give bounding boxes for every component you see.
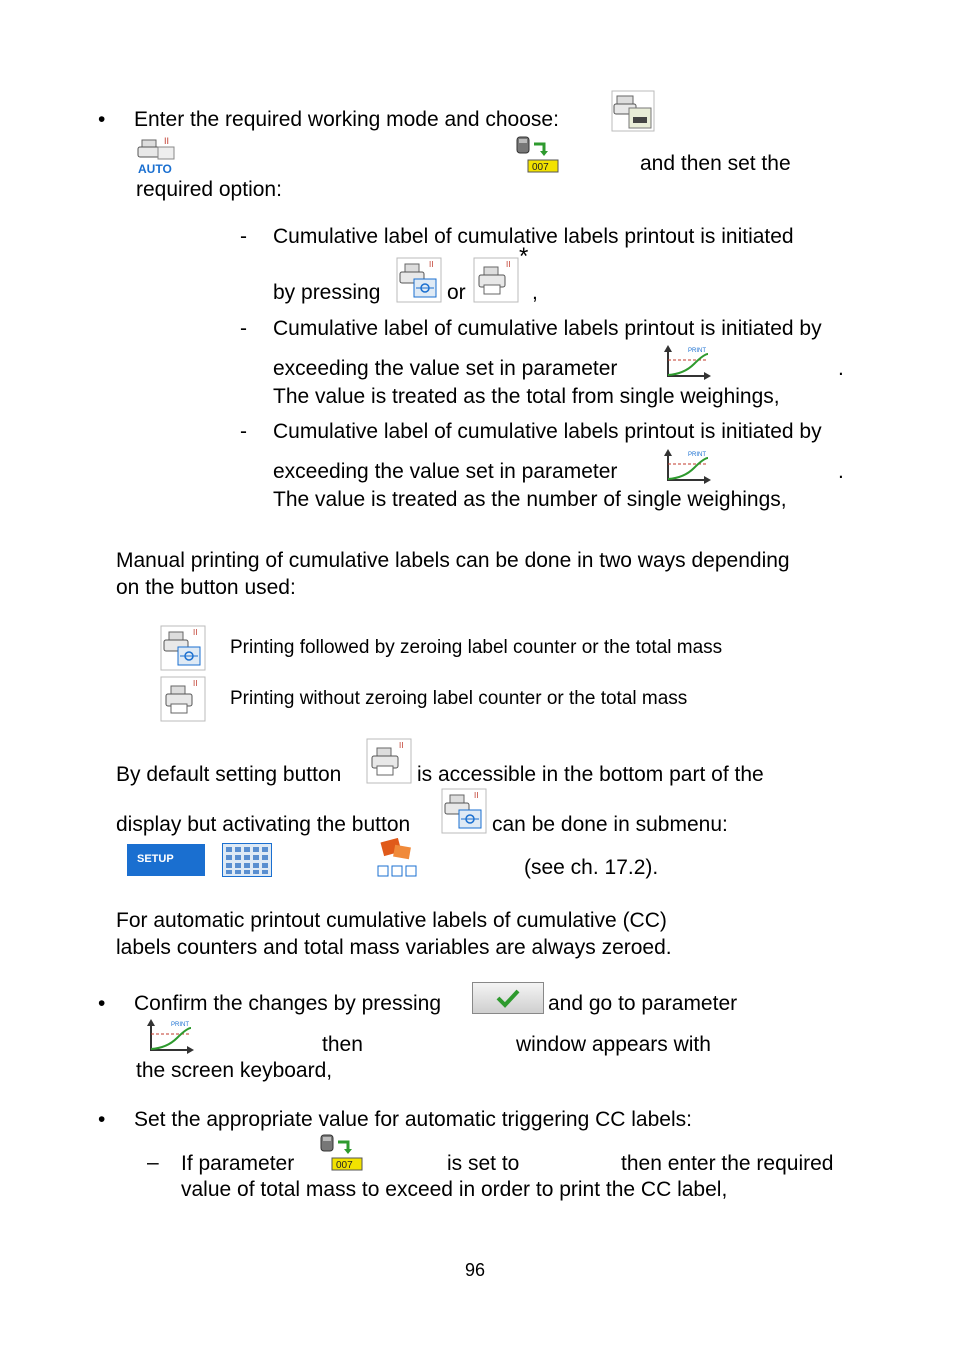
sub-text: value of total mass to exceed in order to print the CC label,: [181, 1178, 728, 1201]
paragraph: labels counters and total mass variables are always zeroed.: [116, 936, 672, 959]
option-text: .: [838, 460, 844, 483]
printout-settings-icon[interactable]: [611, 90, 655, 132]
svg-text:II: II: [193, 628, 198, 637]
bullet-text: Set the appropriate value for automatic triggering CC labels:: [134, 1108, 692, 1131]
page-number: 96: [465, 1260, 486, 1280]
footnote-star: *: [519, 243, 529, 270]
counter-label: 007: [532, 162, 549, 173]
bullet-dot: •: [98, 992, 106, 1015]
svg-text:II: II: [474, 791, 479, 800]
sub-text: If parameter: [181, 1152, 295, 1175]
print-tag: PRINT: [688, 348, 706, 354]
option-text: .: [838, 357, 844, 380]
print-icon[interactable]: [473, 257, 519, 303]
checkmark-icon: [473, 983, 543, 1013]
weight-counter-icon[interactable]: [318, 1133, 366, 1173]
svg-text:II: II: [193, 679, 198, 688]
option-text: exceeding the value set in parameter: [273, 357, 618, 380]
option-text: Cumulative label of cumulative labels printout is initiated: [273, 225, 794, 248]
svg-text:II: II: [506, 260, 511, 269]
sub-dash: –: [147, 1151, 159, 1174]
option-dash: -: [240, 225, 247, 248]
option-dash: -: [240, 317, 247, 340]
bullet-text: then: [322, 1033, 363, 1056]
setup-label: SETUP: [137, 853, 174, 865]
print-zero-icon[interactable]: [396, 257, 442, 303]
paragraph: can be done in submenu:: [492, 813, 728, 836]
sub-text: is set to: [447, 1152, 520, 1175]
bullet-dot: •: [98, 108, 106, 131]
option-text: exceeding the value set in parameter: [273, 460, 618, 483]
bullet-text-cont: and then set the: [640, 152, 791, 175]
option-text: The value is treated as the total from single weighings,: [273, 385, 780, 408]
print-threshold-icon[interactable]: [664, 448, 712, 484]
paragraph: on the button used:: [116, 576, 296, 599]
paragraph: For automatic printout cumulative labels of cumulative (CC): [116, 909, 667, 932]
option-text: or: [447, 281, 466, 304]
chapter-reference: (see ch. 17.2).: [524, 856, 659, 879]
counter-label: 007: [336, 1160, 353, 1171]
auto-label: AUTO: [138, 162, 172, 175]
paragraph: display but activating the button: [116, 813, 411, 836]
bullet-text: Confirm the changes by pressing: [134, 992, 441, 1015]
print-zero-icon[interactable]: [160, 625, 206, 671]
print-threshold-icon[interactable]: [147, 1018, 195, 1054]
print-icon[interactable]: [160, 676, 206, 722]
bullet-dot: •: [98, 1108, 106, 1131]
option-dash: -: [240, 420, 247, 443]
keypad-grid-icon[interactable]: [222, 843, 272, 877]
print-tag: PRINT: [171, 1022, 189, 1028]
option-text: by pressing: [273, 281, 381, 304]
weight-counter-icon[interactable]: [514, 135, 562, 175]
double-i-mark: II: [164, 136, 170, 146]
setup-button[interactable]: [127, 844, 205, 876]
icon-description: Printing followed by zeroing label counter or the total mass: [230, 637, 723, 658]
sub-text: then enter the required: [621, 1152, 834, 1175]
print-icon[interactable]: [366, 738, 412, 784]
bullet-text: the screen keyboard,: [136, 1059, 333, 1082]
auto-print-icon[interactable]: [136, 135, 180, 175]
option-text: ,: [532, 281, 538, 304]
bullet-text: Enter the required working mode and choose:: [134, 108, 559, 131]
paragraph: Manual printing of cumulative labels can be done in two ways depending: [116, 549, 790, 572]
keys-config-icon[interactable]: [376, 838, 422, 878]
confirm-button[interactable]: [472, 982, 544, 1014]
bullet-text: window appears with: [516, 1033, 711, 1056]
svg-text:II: II: [399, 741, 404, 750]
print-threshold-icon[interactable]: [664, 344, 712, 380]
icon-description: Printing without zeroing label counter or the total mass: [230, 688, 688, 709]
bullet-text-cont: required option:: [136, 178, 282, 201]
paragraph: is accessible in the bottom part of the: [417, 763, 764, 786]
svg-text:II: II: [429, 260, 434, 269]
option-text: Cumulative label of cumulative labels printout is initiated by: [273, 420, 822, 443]
option-text: The value is treated as the number of single weighings,: [273, 488, 787, 511]
print-zero-icon[interactable]: [441, 788, 487, 834]
option-text: Cumulative label of cumulative labels printout is initiated by: [273, 317, 822, 340]
paragraph: By default setting button: [116, 763, 342, 786]
bullet-text: and go to parameter: [548, 992, 738, 1015]
print-tag: PRINT: [688, 452, 706, 458]
